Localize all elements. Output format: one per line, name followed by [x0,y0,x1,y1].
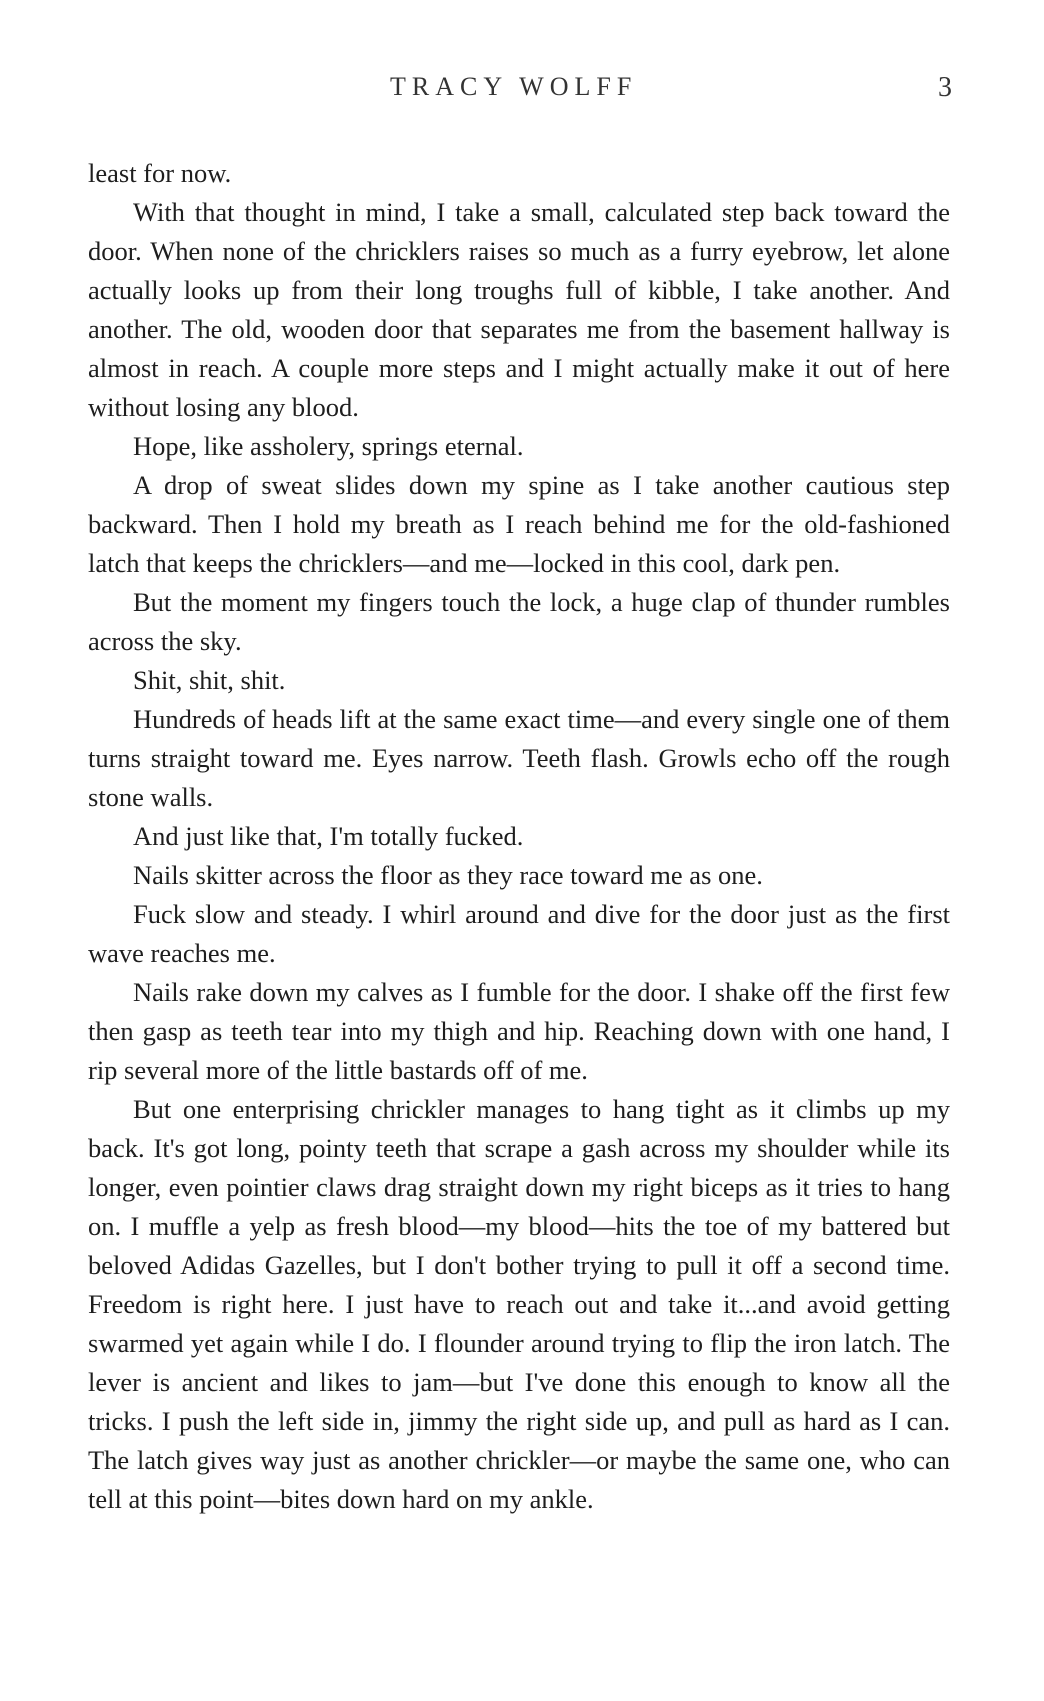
paragraph: Shit, shit, shit. [133,665,286,695]
paragraph: But the moment my fingers touch the lock, a huge clap of thunder rumbles across the sky. [88,587,950,656]
paragraph: With that thought in mind, I take a small, calculated step back toward the door. When none of the chricklers raises so much as a furry eyebrow, let alone actually looks up from their long troughs full of kibble, I take another. And another. The old, wooden door that separates me from the basement hallway is almost in reach. A couple more steps and I might actually make it out of here without losing any blood. [88,197,950,422]
paragraph: least for now. [88,158,232,188]
page-number: 3 [938,72,952,103]
running-head: TRACY WOLFF [390,72,638,101]
paragraph: But one enterprising chrickler manages to hang tight as it climbs up my back. It's got long, pointy teeth that scrape a gash across my shoulder while its longer, even pointier claws drag straight down my right biceps as it tries to hang on. I muffle a yelp as fresh blood—my blood—hits the toe of my battered but beloved Adidas Gazelles, but I don't bother trying to pull it off a second time. Freedom is right here. I just have to reach out and take it...and avoid getting swarmed yet again while I do. I flounder around trying to flip the iron latch. The lever is ancient and likes to jam—but I've done this enough to know all the tricks. I push the left side in, jimmy the right side up, and pull as hard as I can. The latch gives way just as another chrickler—or maybe the same one, who can tell at this point—bites down hard on my ankle. [88,1094,950,1514]
paragraph: Nails skitter across the floor as they race toward me as one. [133,860,763,890]
paragraph: A drop of sweat slides down my spine as I take another cautious step backward. Then I hold my breath as I reach behind me for the old-fashioned latch that keeps the chricklers—and me—locked in this cool, dark pen. [88,470,950,578]
page-header [0,72,1044,112]
paragraph: And just like that, I'm totally fucked. [133,821,524,851]
paragraph: Hundreds of heads lift at the same exact time—and every single one of them turns straight toward me. Eyes narrow. Teeth flash. Growls echo off the rough stone walls. [88,704,950,812]
body-text [88,154,950,1519]
paragraph: Nails rake down my calves as I fumble for the door. I shake off the first few then gasp as teeth tear into my thigh and hip. Reaching down with one hand, I rip several more of the little bastards off of me. [88,977,950,1085]
paragraph: Fuck slow and steady. I whirl around and dive for the door just as the first wave reaches me. [88,899,950,968]
paragraph: Hope, like assholery, springs eternal. [133,431,524,461]
